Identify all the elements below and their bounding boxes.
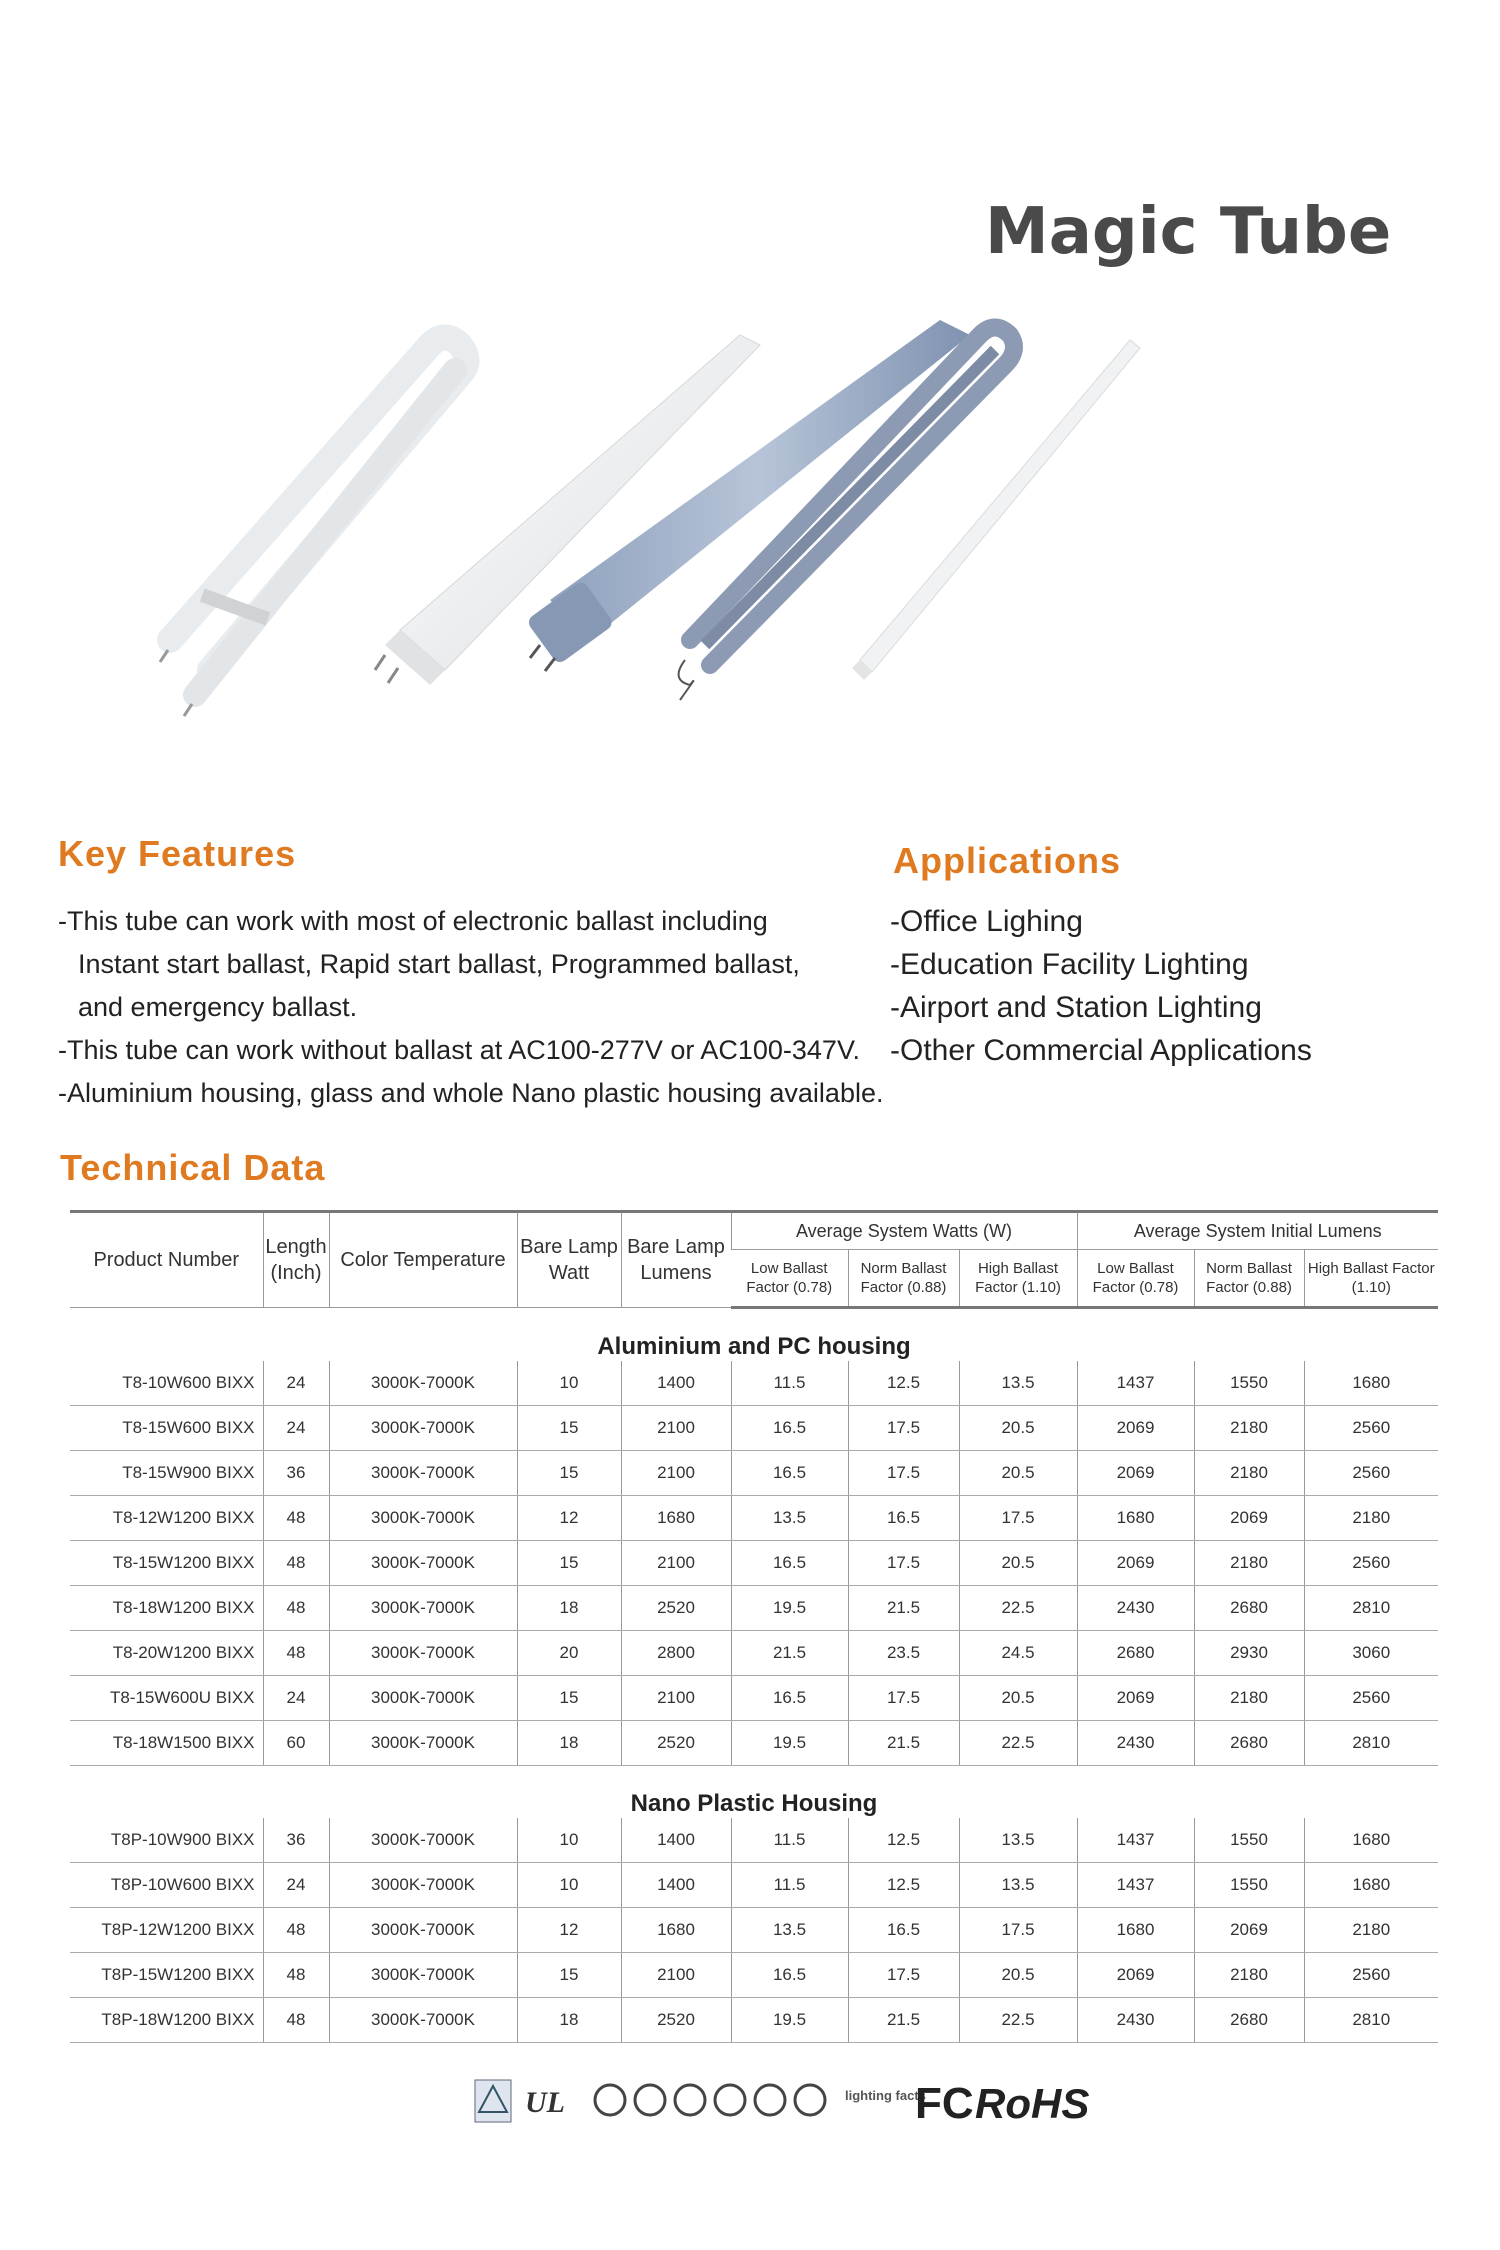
table-cell: 3000K-7000K [329, 1953, 517, 1998]
col-color-temperature: Color Temperature [329, 1212, 517, 1308]
table-cell: 1437 [1077, 1361, 1194, 1406]
table-cell: 21.5 [731, 1631, 848, 1676]
key-features-heading: Key Features [58, 833, 297, 874]
col-bare-watt: Bare Lamp Watt [517, 1212, 621, 1308]
col-avg-watts: Average System Watts (W) [731, 1212, 1077, 1250]
table-cell: 2180 [1194, 1953, 1304, 1998]
table-cell: 21.5 [848, 1721, 959, 1766]
table-row [70, 1998, 1438, 2043]
table-cell: 16.5 [848, 1496, 959, 1541]
table-cell: 2100 [621, 1541, 731, 1586]
table-cell: 3000K-7000K [329, 1721, 517, 1766]
table-cell: 21.5 [848, 1586, 959, 1631]
application-item: -Office Lighing [890, 905, 1083, 938]
table-cell: 15 [517, 1953, 621, 1998]
table-cell: 21.5 [848, 1998, 959, 2043]
table-cell: 2810 [1304, 1586, 1438, 1631]
table-cell: 2180 [1194, 1406, 1304, 1451]
table-cell: 1437 [1077, 1863, 1194, 1908]
table-row [70, 1496, 1438, 1541]
table-cell: 3000K-7000K [329, 1908, 517, 1953]
lighting-facts-logo: lighting facts [845, 2088, 926, 2103]
feature-line: and emergency ballast. [78, 992, 358, 1022]
col-watts-low: Low Ballast Factor (0.78) [731, 1250, 848, 1308]
table-row [70, 1541, 1438, 1586]
warning-triangle-icon [475, 2080, 511, 2122]
table-cell: 48 [263, 1998, 329, 2043]
table-row [70, 1863, 1438, 1908]
table-cell: 2180 [1304, 1908, 1438, 1953]
table-cell: 13.5 [959, 1361, 1077, 1406]
table-cell: T8P-10W900 BIXX [70, 1818, 263, 1863]
table-cell: 11.5 [731, 1361, 848, 1406]
table-cell: 2560 [1304, 1953, 1438, 1998]
table-cell: 24 [263, 1361, 329, 1406]
table-cell: 1680 [1077, 1908, 1194, 1953]
table-cell: 1550 [1194, 1863, 1304, 1908]
table-cell: 17.5 [848, 1451, 959, 1496]
table-cell: 1550 [1194, 1361, 1304, 1406]
table-cell: 2180 [1194, 1676, 1304, 1721]
table-cell: T8-15W600 BIXX [70, 1406, 263, 1451]
col-lumens-high: High Ballast Factor (1.10) [1304, 1250, 1438, 1308]
table-cell: 2430 [1077, 1721, 1194, 1766]
table-cell: 16.5 [731, 1541, 848, 1586]
technical-data-body [70, 1308, 1438, 2043]
table-row [70, 1908, 1438, 1953]
table-row [70, 1451, 1438, 1496]
table-cell: 1680 [1077, 1496, 1194, 1541]
table-cell: 2810 [1304, 1721, 1438, 1766]
table-cell: 3000K-7000K [329, 1361, 517, 1406]
table-cell: 24 [263, 1406, 329, 1451]
table-cell: 3000K-7000K [329, 1998, 517, 2043]
col-avg-lumens: Average System Initial Lumens [1077, 1212, 1438, 1250]
table-cell: 2800 [621, 1631, 731, 1676]
table-cell: 2069 [1194, 1496, 1304, 1541]
table-cell: T8-20W1200 BIXX [70, 1631, 263, 1676]
table-cell: 1680 [1304, 1863, 1438, 1908]
table-cell: 23.5 [848, 1631, 959, 1676]
table-cell: 2180 [1194, 1541, 1304, 1586]
table-cell: 2520 [621, 1998, 731, 2043]
table-cell: 2069 [1077, 1406, 1194, 1451]
table-cell: 24.5 [959, 1631, 1077, 1676]
table-cell: 2520 [621, 1721, 731, 1766]
table-cell: 2680 [1194, 1721, 1304, 1766]
table-cell: 1550 [1194, 1818, 1304, 1863]
table-cell: 16.5 [731, 1406, 848, 1451]
table-cell: 2069 [1077, 1953, 1194, 1998]
col-watts-high: High Ballast Factor (1.10) [959, 1250, 1077, 1308]
table-cell: 15 [517, 1541, 621, 1586]
table-cell: 22.5 [959, 1586, 1077, 1631]
table-row [70, 1676, 1438, 1721]
rohs-logo: RoHS [975, 2080, 1090, 2127]
table-cell: 20.5 [959, 1541, 1077, 1586]
table-row [70, 1406, 1438, 1451]
table-cell: 2560 [1304, 1406, 1438, 1451]
table-cell: 36 [263, 1818, 329, 1863]
table-cell: 2560 [1304, 1451, 1438, 1496]
table-cell: 17.5 [848, 1406, 959, 1451]
col-bare-lumens: Bare Lamp Lumens [621, 1212, 731, 1308]
table-cell: 24 [263, 1676, 329, 1721]
table-cell: 2100 [621, 1451, 731, 1496]
table-cell: 3000K-7000K [329, 1586, 517, 1631]
table-cell: 12.5 [848, 1863, 959, 1908]
key-features-list [58, 900, 958, 1115]
table-cell: 48 [263, 1631, 329, 1676]
table-cell: 48 [263, 1496, 329, 1541]
table-cell: 19.5 [731, 1586, 848, 1631]
table-cell: 1680 [1304, 1361, 1438, 1406]
col-lumens-low: Low Ballast Factor (0.78) [1077, 1250, 1194, 1308]
table-cell: 2069 [1077, 1541, 1194, 1586]
table-cell: 17.5 [959, 1496, 1077, 1541]
applications-list [890, 900, 1312, 1072]
table-cell: 1680 [1304, 1818, 1438, 1863]
table-cell: 2180 [1194, 1451, 1304, 1496]
page-title: Magic Tube [985, 195, 1392, 269]
ul-logo: UL [525, 2086, 565, 2119]
table-cell: 17.5 [848, 1953, 959, 1998]
feature-line: -This tube can work without ballast at AC100-277V or AC100-347V. [58, 1035, 860, 1065]
col-product-number: Product Number [70, 1212, 263, 1308]
table-cell: 20.5 [959, 1451, 1077, 1496]
table-cell: 36 [263, 1451, 329, 1496]
table-cell: T8P-10W600 BIXX [70, 1863, 263, 1908]
table-cell: 2100 [621, 1676, 731, 1721]
table-cell: 20.5 [959, 1953, 1077, 1998]
table-cell: 3000K-7000K [329, 1541, 517, 1586]
feature-line: -This tube can work with most of electronic ballast including [58, 906, 768, 936]
table-cell: T8-10W600 BIXX [70, 1361, 263, 1406]
fc-logo: FC [915, 2079, 974, 2128]
table-cell: 3000K-7000K [329, 1676, 517, 1721]
table-cell: 12.5 [848, 1361, 959, 1406]
technical-data-table [70, 1210, 1438, 2043]
table-cell: 10 [517, 1361, 621, 1406]
table-cell: 2100 [621, 1953, 731, 1998]
table-cell: T8P-15W1200 BIXX [70, 1953, 263, 1998]
table-cell: 1400 [621, 1863, 731, 1908]
table-cell: 48 [263, 1541, 329, 1586]
col-lumens-norm: Norm Ballast Factor (0.88) [1194, 1250, 1304, 1308]
table-cell: 20.5 [959, 1676, 1077, 1721]
table-cell: 2930 [1194, 1631, 1304, 1676]
feature-line: Instant start ballast, Rapid start ballast, Programmed ballast, [78, 949, 800, 979]
table-cell: 13.5 [731, 1908, 848, 1953]
table-row [70, 1953, 1438, 1998]
table-cell: 1680 [621, 1908, 731, 1953]
table-cell: T8-15W900 BIXX [70, 1451, 263, 1496]
table-cell: 3000K-7000K [329, 1451, 517, 1496]
table-cell: 2810 [1304, 1998, 1438, 2043]
group-heading: Nano Plastic Housing [630, 1790, 878, 1817]
table-cell: 18 [517, 1721, 621, 1766]
table-cell: 3000K-7000K [329, 1863, 517, 1908]
table-cell: 20 [517, 1631, 621, 1676]
table-cell: 1400 [621, 1361, 731, 1406]
table-cell: T8P-18W1200 BIXX [70, 1998, 263, 2043]
table-row [70, 1818, 1438, 1863]
table-cell: 18 [517, 1998, 621, 2043]
table-cell: 16.5 [731, 1451, 848, 1496]
table-cell: 3000K-7000K [329, 1496, 517, 1541]
technical-data-heading: Technical Data [60, 1147, 326, 1188]
table-cell: 17.5 [959, 1908, 1077, 1953]
table-cell: 12.5 [848, 1818, 959, 1863]
table-cell: 18 [517, 1586, 621, 1631]
table-cell: 13.5 [959, 1863, 1077, 1908]
table-cell: 2680 [1194, 1586, 1304, 1631]
table-cell: 15 [517, 1406, 621, 1451]
table-cell: 10 [517, 1863, 621, 1908]
table-cell: 11.5 [731, 1863, 848, 1908]
table-cell: 2430 [1077, 1586, 1194, 1631]
table-cell: T8P-12W1200 BIXX [70, 1908, 263, 1953]
table-cell: 2560 [1304, 1541, 1438, 1586]
table-cell: 2520 [621, 1586, 731, 1631]
table-cell: 16.5 [731, 1953, 848, 1998]
table-cell: 60 [263, 1721, 329, 1766]
product-image-row [100, 300, 1400, 720]
table-cell: 19.5 [731, 1721, 848, 1766]
table-cell: 2560 [1304, 1676, 1438, 1721]
group-heading: Aluminium and PC housing [597, 1333, 911, 1360]
dlc-badge-icon [595, 2085, 825, 2115]
table-cell: 10 [517, 1818, 621, 1863]
certification-logos [470, 2070, 1090, 2140]
feature-line: -Aluminium housing, glass and whole Nano plastic housing available. [58, 1078, 884, 1108]
application-item: -Education Facility Lighting [890, 948, 1249, 981]
table-cell: 12 [517, 1496, 621, 1541]
table-cell: 13.5 [959, 1818, 1077, 1863]
table-cell: 22.5 [959, 1721, 1077, 1766]
table-cell: 2180 [1304, 1496, 1438, 1541]
table-cell: 20.5 [959, 1406, 1077, 1451]
application-item: -Airport and Station Lighting [890, 991, 1262, 1024]
table-cell: 17.5 [848, 1676, 959, 1721]
col-length: Length (Inch) [263, 1212, 329, 1308]
col-watts-norm: Norm Ballast Factor (0.88) [848, 1250, 959, 1308]
table-cell: T8-18W1500 BIXX [70, 1721, 263, 1766]
table-cell: 22.5 [959, 1998, 1077, 2043]
table-row [70, 1586, 1438, 1631]
table-cell: 3000K-7000K [329, 1818, 517, 1863]
table-cell: 2069 [1194, 1908, 1304, 1953]
table-cell: 13.5 [731, 1496, 848, 1541]
table-cell: 1680 [621, 1496, 731, 1541]
table-cell: 2069 [1077, 1676, 1194, 1721]
table-cell: 2680 [1194, 1998, 1304, 2043]
table-cell: T8-15W600U BIXX [70, 1676, 263, 1721]
table-cell: T8-12W1200 BIXX [70, 1496, 263, 1541]
table-cell: 48 [263, 1908, 329, 1953]
table-cell: 15 [517, 1676, 621, 1721]
table-cell: 17.5 [848, 1541, 959, 1586]
table-row [70, 1361, 1438, 1406]
table-cell: 16.5 [848, 1908, 959, 1953]
table-cell: 3060 [1304, 1631, 1438, 1676]
table-cell: 15 [517, 1451, 621, 1496]
table-cell: 19.5 [731, 1998, 848, 2043]
table-cell: 24 [263, 1863, 329, 1908]
table-cell: 3000K-7000K [329, 1631, 517, 1676]
table-cell: 3000K-7000K [329, 1406, 517, 1451]
table-cell: 16.5 [731, 1676, 848, 1721]
table-cell: 12 [517, 1908, 621, 1953]
table-row [70, 1721, 1438, 1766]
applications-heading: Applications [893, 840, 1122, 881]
table-cell: T8-15W1200 BIXX [70, 1541, 263, 1586]
table-row [70, 1631, 1438, 1676]
table-cell: 48 [263, 1586, 329, 1631]
table-cell: T8-18W1200 BIXX [70, 1586, 263, 1631]
table-cell: 2069 [1077, 1451, 1194, 1496]
table-cell: 48 [263, 1953, 329, 1998]
table-cell: 1400 [621, 1818, 731, 1863]
table-cell: 2100 [621, 1406, 731, 1451]
table-cell: 2680 [1077, 1631, 1194, 1676]
table-cell: 11.5 [731, 1818, 848, 1863]
application-item: -Other Commercial Applications [890, 1034, 1312, 1067]
table-cell: 2430 [1077, 1998, 1194, 2043]
table-cell: 1437 [1077, 1818, 1194, 1863]
